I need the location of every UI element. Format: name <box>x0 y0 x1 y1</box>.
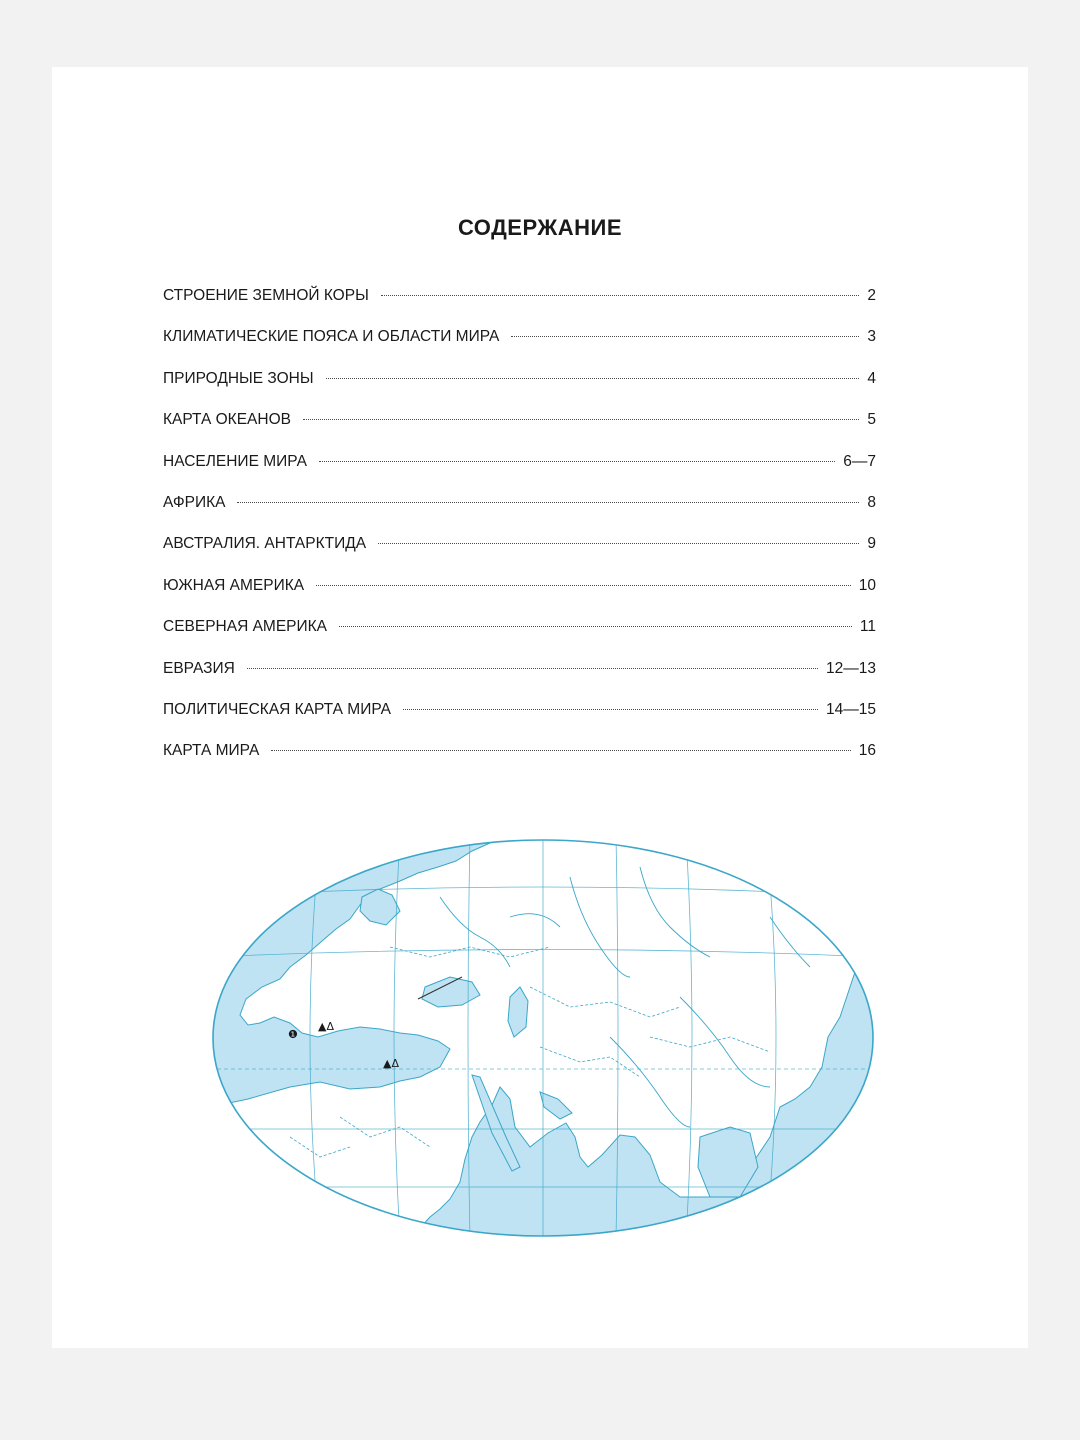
info-marker-icon: ❶ <box>288 1028 298 1041</box>
toc-entry-page: 8 <box>867 493 876 511</box>
toc-leader-dots <box>319 461 835 462</box>
map-svg <box>210 837 876 1239</box>
toc-leader-dots <box>303 419 859 420</box>
toc-entry-label: ЕВРАЗИЯ <box>163 659 235 677</box>
toc-entry[interactable] <box>163 577 876 618</box>
toc-entry[interactable] <box>163 660 876 701</box>
toc-entry[interactable] <box>163 494 876 535</box>
toc-entry[interactable] <box>163 370 876 411</box>
table-of-contents <box>163 287 876 784</box>
toc-entry-label: ЮЖНАЯ АМЕРИКА <box>163 576 305 594</box>
volcano-marker-icon: ▲Δ <box>318 1020 334 1033</box>
toc-entry[interactable] <box>163 411 876 452</box>
toc-leader-dots <box>403 709 818 710</box>
toc-leader-dots <box>247 668 818 669</box>
page-title: СОДЕРЖАНИЕ <box>457 215 623 240</box>
toc-leader-dots <box>381 295 860 296</box>
toc-leader-dots <box>339 626 852 627</box>
toc-entry-page: 4 <box>867 369 876 387</box>
toc-entry-label: ПРИРОДНЫЕ ЗОНЫ <box>163 369 314 387</box>
toc-entry[interactable] <box>163 535 876 576</box>
toc-entry-page: 3 <box>867 328 876 346</box>
toc-entry-label: СЕВЕРНАЯ АМЕРИКА <box>163 618 328 636</box>
contents-page <box>52 67 1028 1348</box>
toc-entry-label: КАРТА МИРА <box>163 742 260 760</box>
toc-entry-label: АФРИКА <box>163 493 226 511</box>
toc-leader-dots <box>378 543 859 544</box>
toc-entry-page: 14—15 <box>826 700 876 718</box>
volcano-marker-icon: ▲Δ <box>383 1057 399 1070</box>
toc-entry-label: ПОЛИТИЧЕСКАЯ КАРТА МИРА <box>163 700 391 718</box>
toc-entry-page: 9 <box>867 535 876 553</box>
toc-entry-page: 11 <box>859 618 876 636</box>
toc-leader-dots <box>237 502 859 503</box>
toc-entry-label: НАСЕЛЕНИЕ МИРА <box>163 452 307 470</box>
toc-entry-label: КЛИМАТИЧЕСКИЕ ПОЯСА И ОБЛАСТИ МИРА <box>163 328 500 346</box>
toc-leader-dots <box>316 585 851 586</box>
toc-entry-label: СТРОЕНИЕ ЗЕМНОЙ КОРЫ <box>163 287 369 304</box>
eurasia-outline-map <box>210 837 876 1239</box>
toc-leader-dots <box>326 378 860 379</box>
toc-entry-page: 6—7 <box>843 452 876 470</box>
toc-leader-dots <box>271 750 850 751</box>
toc-entry-page: 16 <box>858 742 876 760</box>
toc-entry[interactable] <box>163 618 876 659</box>
toc-entry[interactable] <box>163 453 876 494</box>
toc-entry-page: 2 <box>867 287 876 304</box>
toc-leader-dots <box>511 336 859 337</box>
toc-entry-page: 5 <box>867 411 876 429</box>
toc-entry[interactable] <box>163 328 876 369</box>
toc-entry-page: 12—13 <box>826 659 876 677</box>
toc-entry-label: АВСТРАЛИЯ. АНТАРКТИДА <box>163 535 367 553</box>
toc-entry[interactable] <box>163 701 876 742</box>
toc-entry-page: 10 <box>858 576 876 594</box>
toc-entry[interactable] <box>163 742 876 783</box>
toc-entry[interactable] <box>163 287 876 328</box>
toc-entry-label: КАРТА ОКЕАНОВ <box>163 411 291 429</box>
